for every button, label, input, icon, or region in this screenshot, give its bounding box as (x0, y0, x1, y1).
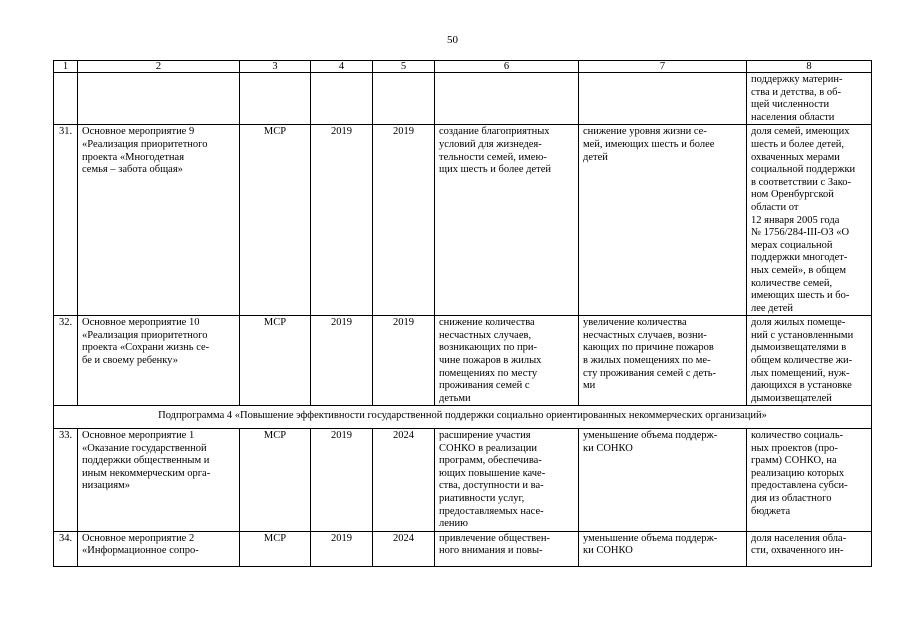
related-indicator: доля жилых помеще- ний с установленными дымоизвещателями в общем количестве жи- лых помещений, нуж- дающихся в установке дымоизвещателей (747, 316, 872, 406)
column-header: 8 (747, 61, 872, 73)
non-implementation-consequence: уменьшение объема поддерж- ки СОНКО (579, 531, 747, 566)
column-header: 7 (579, 61, 747, 73)
activity-title (78, 73, 240, 125)
executor: МСР (240, 125, 311, 316)
expected-result: создание благоприятных условий для жизнедея- тельности семей, имею- щих шесть и более детей (435, 125, 579, 316)
end-year: 2019 (373, 316, 435, 406)
end-year (373, 73, 435, 125)
column-header: 5 (373, 61, 435, 73)
column-header-row (54, 61, 872, 73)
start-year: 2019 (311, 125, 373, 316)
start-year: 2019 (311, 316, 373, 406)
non-implementation-consequence (579, 73, 747, 125)
page-number: 50 (447, 34, 458, 46)
activity-title: Основное мероприятие 9 «Реализация приоритетного проекта «Многодетная семья – забота общая» (78, 125, 240, 316)
expected-result: расширение участия СОНКО в реализации программ, обеспечива- ющих повышение каче- ства, доступности и ва- риативности услуг, предоставляемых насе- лению (435, 429, 579, 532)
end-year: 2019 (373, 125, 435, 316)
start-year: 2019 (311, 531, 373, 566)
row-number: 31. (54, 125, 78, 316)
related-indicator: поддержку материн- ства и детства, в об- щей численности населения области (747, 73, 872, 125)
column-header: 3 (240, 61, 311, 73)
executor: МСР (240, 429, 311, 532)
column-header: 6 (435, 61, 579, 73)
row-number (54, 73, 78, 125)
activities-table (53, 60, 872, 567)
table-row (54, 125, 872, 316)
row-number: 32. (54, 316, 78, 406)
expected-result: привлечение обществен- ного внимания и повы- (435, 531, 579, 566)
executor: МСР (240, 316, 311, 406)
non-implementation-consequence: снижение уровня жизни се- мей, имеющих шесть и более детей (579, 125, 747, 316)
subprogram-heading: Подпрограмма 4 «Повышение эффективности государственной поддержки социально ориентированных некоммерческих организаций» (54, 406, 872, 429)
end-year: 2024 (373, 429, 435, 532)
row-number: 33. (54, 429, 78, 532)
expected-result (435, 73, 579, 125)
table-row (54, 316, 872, 406)
column-header: 1 (54, 61, 78, 73)
end-year: 2024 (373, 531, 435, 566)
non-implementation-consequence: уменьшение объема поддерж- ки СОНКО (579, 429, 747, 532)
column-header: 4 (311, 61, 373, 73)
activity-title: Основное мероприятие 2 «Информационное сопро- (78, 531, 240, 566)
related-indicator: доля семей, имеющих шесть и более детей, охваченных мерами социальной поддержки в соответствии с Зако- ном Оренбургской области от 12 января 2005 года № 1756/284-III-ОЗ «О мерах социальной поддержки многодет- ных семей», в общем количестве семей, имеющих шесть и бо- лее детей (747, 125, 872, 316)
related-indicator: доля населения обла- сти, охваченного ин- (747, 531, 872, 566)
column-header: 2 (78, 61, 240, 73)
table-row (54, 429, 872, 532)
start-year (311, 73, 373, 125)
activity-title: Основное мероприятие 10 «Реализация приоритетного проекта «Сохрани жизнь се- бе и своему ребенку» (78, 316, 240, 406)
activity-title: Основное мероприятие 1 «Оказание государственной поддержки общественным и иным некоммерческим орга- низациям» (78, 429, 240, 532)
row-number: 34. (54, 531, 78, 566)
non-implementation-consequence: увеличение количества несчастных случаев, возни- кающих по причине пожаров в жилых помещениях по ме- сту проживания семей с деть- ми (579, 316, 747, 406)
expected-result: снижение количества несчастных случаев, возникающих по при- чине пожаров в жилых помещениях по месту проживания семей с детьми (435, 316, 579, 406)
table-row (54, 73, 872, 125)
subprogram-row (54, 406, 872, 429)
executor: МСР (240, 531, 311, 566)
related-indicator: количество социаль- ных проектов (про- грамм) СОНКО, на реализацию которых предоставлена субси- дия из областного бюджета (747, 429, 872, 532)
table-row (54, 531, 872, 566)
start-year: 2019 (311, 429, 373, 532)
executor (240, 73, 311, 125)
